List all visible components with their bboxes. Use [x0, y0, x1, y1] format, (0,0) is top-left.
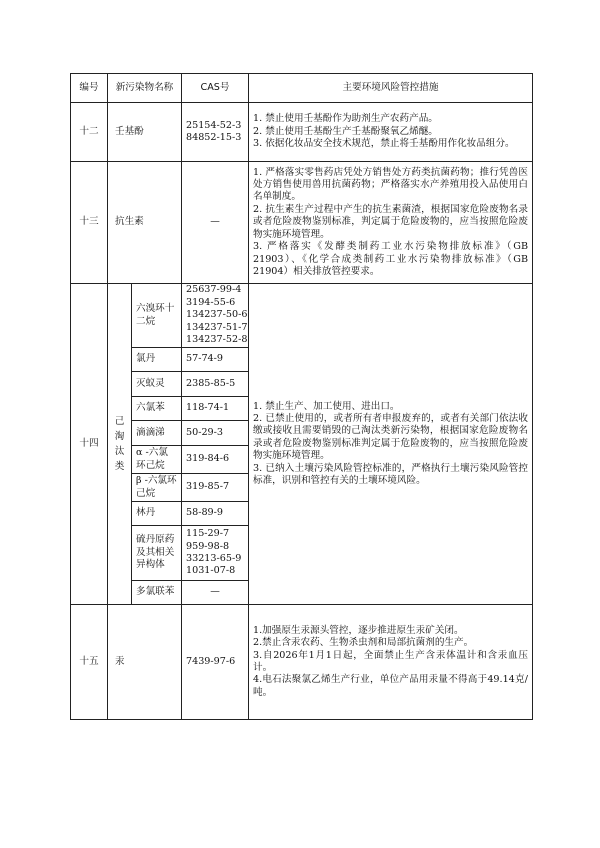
- header-name: 新污染物名称: [108, 74, 182, 103]
- sub-pollutant-name: α -六氯环己烷: [132, 446, 182, 474]
- cas-number: 134237-52-8: [186, 334, 248, 346]
- measure-item: 1.加强原生汞源头管控，逐步推进原生汞矿关闭。: [253, 624, 464, 636]
- header-cas: CAS号: [182, 74, 249, 103]
- cas-number: —: [182, 581, 249, 605]
- sub-pollutant-name: β -六氯环己烷: [132, 474, 182, 502]
- table-row: [71, 284, 533, 348]
- cas-number: 58-89-9: [182, 502, 249, 526]
- measure-item: 2. 抗生素生产过程中产生的抗生素菌渣，根据国家危险废物名录或者危险废物鉴别标准，判定属于危险废物的，应当按照危险废物实施环境管理。: [253, 203, 528, 240]
- cas-number: 57-74-9: [182, 348, 249, 372]
- pollutant-name: 汞: [108, 605, 182, 720]
- header-row: [71, 74, 533, 103]
- row-number: 十二: [71, 103, 108, 162]
- measure-item: 3. 已纳入土壤污染风险管控标准的，严格执行土壤污染风险管控标准，识别和管控有关的土壤环境风险。: [253, 462, 528, 487]
- sub-pollutant-name: 氯丹: [132, 348, 182, 372]
- cas-number: 115-29-7: [186, 528, 230, 540]
- cas-number: 134237-50-6: [186, 309, 248, 321]
- measure-item: 3.自2026年1月1日起，全面禁止生产含汞体温计和含汞血压计。: [253, 649, 528, 673]
- measures-cell: [249, 103, 533, 162]
- header-no: 编号: [71, 74, 108, 103]
- table-row: [71, 103, 533, 162]
- measure-item: 1. 禁止生产、加工使用、进出口。: [253, 400, 400, 412]
- cas-number: 319-84-6: [182, 446, 249, 474]
- table-row: [71, 605, 533, 720]
- measures-cell: [249, 284, 533, 605]
- measure-item: 2.禁止含汞农药、生物杀虫剂和局部抗菌剂的生产。: [253, 637, 474, 649]
- cas-number: 50-29-3: [182, 421, 249, 446]
- cas-number: 2385-85-5: [182, 372, 249, 397]
- cas-number: 25154-52-3: [186, 119, 242, 131]
- sub-pollutant-name: 六溴环十二烷: [132, 284, 182, 348]
- header-measures: 主要环境风险管控措施: [249, 74, 533, 103]
- pollutant-table: [70, 73, 533, 720]
- measure-item: 4.电石法聚氯乙烯生产行业，单位产品用汞量不得高于49.14克/吨。: [253, 674, 528, 698]
- row-number: 十五: [71, 605, 108, 720]
- cas-number: 3194-55-6: [186, 296, 236, 308]
- cas-cell: [182, 284, 249, 348]
- measures-cell: [249, 605, 533, 720]
- pollutant-name: 壬基酚: [108, 103, 182, 162]
- sub-pollutant-name: 灭蚁灵: [132, 372, 182, 397]
- measure-item: 1. 禁止使用壬基酚作为助剂生产农药产品。: [253, 113, 438, 125]
- table-row: [71, 162, 533, 284]
- group-label: 己淘汰类: [108, 284, 132, 605]
- cas-number: —: [182, 162, 249, 284]
- row-number: 十三: [71, 162, 108, 284]
- cas-number: 84852-15-3: [186, 132, 242, 143]
- sub-pollutant-name: 多氯联苯: [132, 581, 182, 605]
- measure-item: 1. 严格落实零售药店凭处方销售处方药类抗菌药物；推行凭兽医处方销售使用兽用抗菌药物；严格落实水产养殖用投入品使用白名单制度。: [253, 166, 528, 203]
- cas-number: 118-74-1: [182, 397, 249, 421]
- cas-number: 33213-65-9: [186, 553, 242, 564]
- sub-pollutant-name: 滴滴涕: [132, 421, 182, 446]
- pollutant-name: 抗生素: [108, 162, 182, 284]
- measures-cell: [249, 162, 533, 284]
- cas-number: 134237-51-7: [186, 321, 248, 333]
- sub-pollutant-name: 林丹: [132, 502, 182, 526]
- cas-number: 319-85-7: [182, 474, 249, 502]
- cas-cell: [182, 526, 249, 581]
- cas-number: 25637-99-4: [186, 284, 242, 296]
- measure-item: 3. 严格落实《发酵类制药工业水污染物排放标准》（GB 21903）、《化学合成类制药工业水污染物排放标准》（GB 21904）相关排放管控要求。: [253, 241, 528, 277]
- sub-pollutant-name: 硫丹原药及其相关异构体: [132, 526, 182, 581]
- cas-number: 959-98-8: [186, 540, 230, 552]
- measure-item: 2. 禁止使用壬基酚生产壬基酚聚氧乙烯醚。: [253, 125, 438, 137]
- row-number: 十四: [71, 284, 108, 605]
- cas-number: 1031-07-8: [186, 565, 236, 577]
- cas-cell: [182, 103, 249, 162]
- cas-number: 7439-97-6: [182, 605, 249, 720]
- measure-item: 3. 依据化妆品安全技术规范，禁止将壬基酚用作化妆品组分。: [253, 138, 515, 150]
- sub-pollutant-name: 六氯苯: [132, 397, 182, 421]
- measure-item: 2. 已禁止使用的，或者所有者申报废弃的，或者有关部门依法收缴或接收且需要销毁的己淘汰类新污染物，根据国家危险废物名录或者危险废物鉴别标准判定属于危险废物的，应当按照危险废物实施环境管理。: [253, 412, 528, 462]
